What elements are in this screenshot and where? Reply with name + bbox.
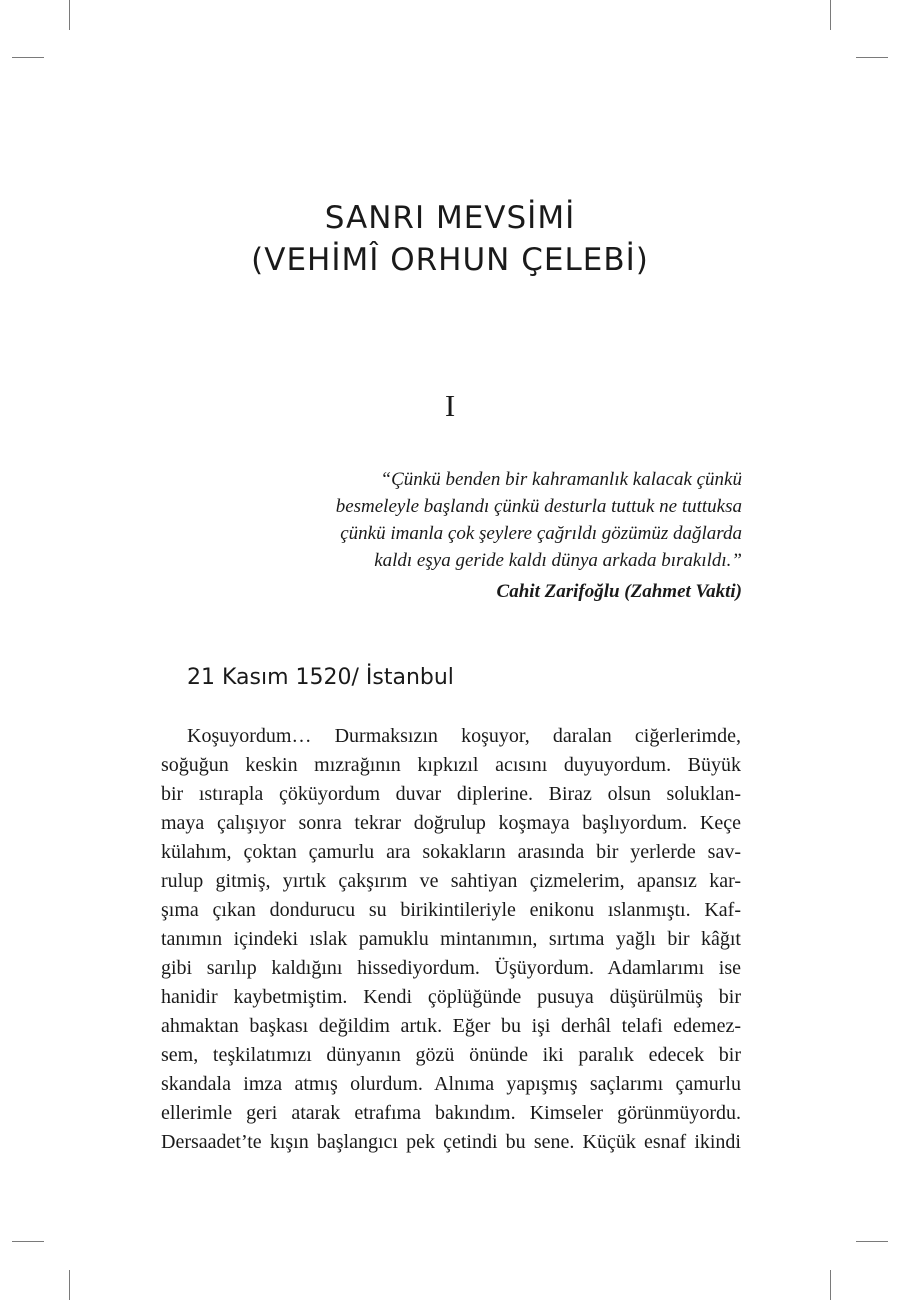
body-line: ellerimle geri atarak etrafıma bakındım. Kimseler görünmüyordu. [161,1102,741,1124]
body-line: tanımın içindeki ıslak pamuklu mintanımın, sırtıma yağlı bir kâğıt [161,928,741,950]
crop-mark-right-bottom [856,1241,888,1242]
chapter-number: I [444,388,456,423]
epigraph-attribution: Cahit Zarifoğlu (Zahmet Vakti) [496,581,742,602]
epigraph-line: çünkü imanla çok şeylere çağrıldı gözümüz dağlarda [340,523,742,544]
body-line: gibi sarılıp kaldığını hissediyordum. Üşüyordum. Adamlarımı ise [161,957,741,979]
crop-mark-top-right [830,0,831,30]
epigraph [182,466,742,574]
body-line: külahım, çoktan çamurlu ara sokakların arasında bir yerlerde sav- [161,841,741,863]
crop-mark-left-top [12,57,44,58]
book-title-line-1: SANRI MEVSİMİ [324,200,576,236]
crop-mark-top-left [69,0,70,30]
body-line: Koşuyordum… Durmaksızın koşuyor, daralan ciğerlerimde, [187,725,741,747]
section-heading: 21 Kasım 1520/ İstanbul [187,665,454,690]
body-line: Dersaadet’te kışın başlangıcı pek çetindi bu sene. Küçük esnaf ikindi [161,1131,741,1153]
body-line: bir ıstırapla çöküyordum duvar diplerine. Biraz olsun soluklan- [161,783,741,805]
body-line: sem, teşkilatımızı dünyanın gözü önünde iki paralık edecek bir [161,1044,741,1066]
crop-mark-right-top [856,57,888,58]
body-line: ahmaktan başkası değildim artık. Eğer bu işi derhâl telafi edemez- [161,1015,741,1037]
epigraph-line: kaldı eşya geride kaldı dünya arkada bırakıldı.” [374,550,742,571]
body-line: şıma çıkan dondurucu su birikintileriyle enikonu ıslanmıştı. Kaf- [161,899,741,921]
crop-mark-bottom-left [69,1270,70,1300]
body-line: hanidir kaybetmiştim. Kendi çöplüğünde pusuya düşürülmüş bir [161,986,741,1008]
body-line: skandala imza atmış olurdum. Alnıma yapışmış saçlarımı çamurlu [161,1073,741,1095]
book-title-line-2: (VEHİMÎ ORHUN ÇELEBİ) [251,242,649,278]
body-line: soğuğun keskin mızrağının kıpkızıl acısını duyuyordum. Büyük [161,754,741,776]
epigraph-line: “Çünkü benden bir kahramanlık kalacak çünkü [380,469,742,490]
epigraph-line: besmeleyle başlandı çünkü desturla tuttuk ne tuttuksa [335,496,742,517]
body-line: rulup gitmiş, yırtık çakşırım ve sahtiyan çizmelerim, apansız kar- [161,870,741,892]
crop-mark-left-bottom [12,1241,44,1242]
crop-mark-bottom-right [830,1270,831,1300]
body-line: maya çalışıyor sonra tekrar doğrulup koşmaya başlıyordum. Keçe [161,812,741,834]
body-text [161,722,741,1157]
